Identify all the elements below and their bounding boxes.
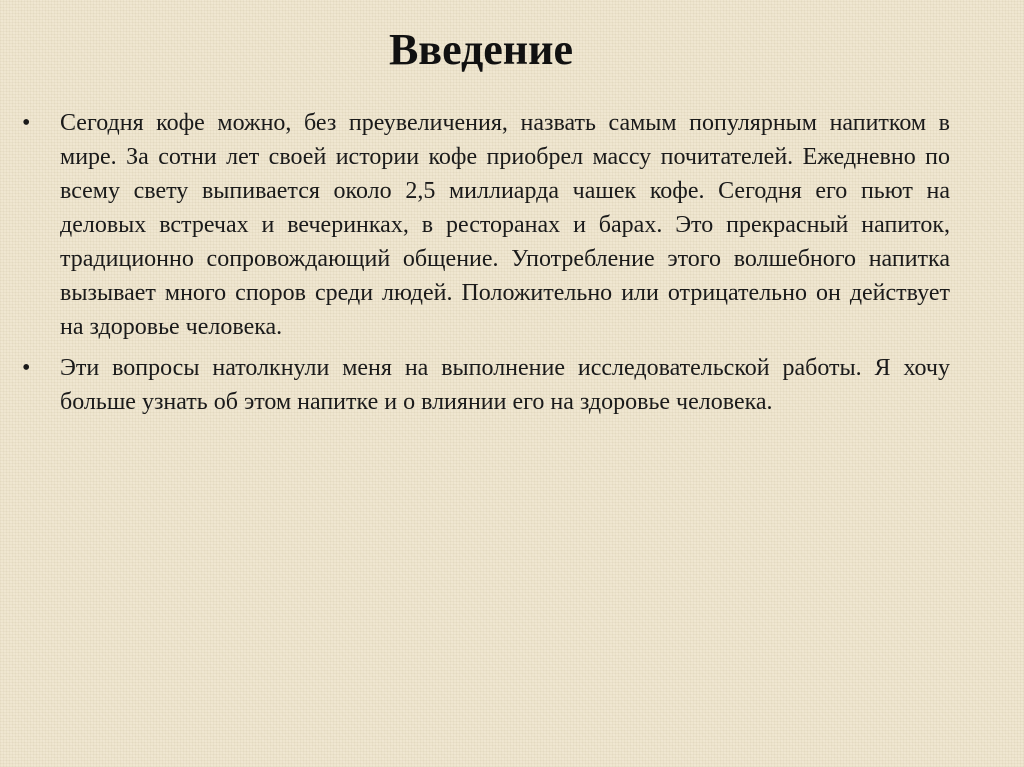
bullet-text: Сегодня кофе можно, без преувеличения, назвать самым популярным напитком в мире. За сотни лет своей истории кофе приобрел массу почитателей. Ежедневно по всему свету выпивается около 2,5 миллиарда чашек кофе. Сегодня его пьют на деловых встречах и вечеринках, в ресторанах и барах. Это прекрасный напиток, традиционно сопровождающий общение. Употребление этого волшебного напитка вызывает много споров среди людей. Положительно или отрицательно он действует на здоровье человека. [60,110,950,340]
bullet-list [22,106,950,426]
bullet-item-research [22,351,950,419]
slide-title: Введение [388,25,574,74]
bullet-icon: • [22,110,31,136]
bullet-text: Эти вопросы натолкнули меня на выполнение исследовательской работы. Я хочу больше узнать об этом напитке и о влиянии его на здоровье человека. [60,355,950,415]
bullet-icon: • [22,355,31,381]
bullet-item-intro [22,106,950,344]
